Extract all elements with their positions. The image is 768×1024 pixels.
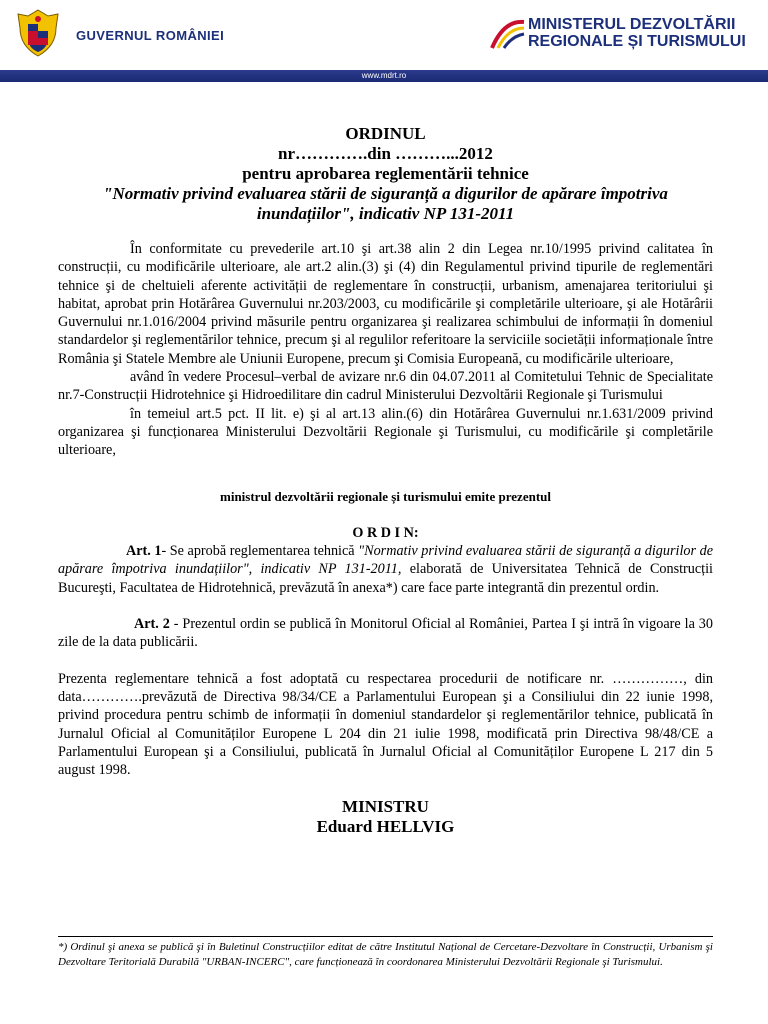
regulation-title: "Normativ privind evaluarea stării de siguranță a digurilor de apărare împotriva inundațiilor", indicativ NP 131-2011 [103,184,668,223]
article-1 [58,542,713,597]
document-body [58,124,713,837]
signature-role: MINISTRU [342,797,429,817]
footnote-divider [58,936,713,937]
article-2-text: - Prezentul ordin se publică în Monitorul Oficial al României, Partea I şi intră în vigoare la 30 zile de la data publicării. [58,616,713,651]
preamble-paragraph-1: În conformitate cu prevederile art.10 şi art.38 alin 2 din Legea nr.10/1995 privind calitatea în construcții, cu modificările ulterioare, ale art.2 alin.(3) şi (4) din Regulamentul privind tipurile de reglementări tehnice şi de cheltuieli aferente activității de reglementare în construcții, urbanism, amenajarea teritoriului şi habitat, aprobat prin Hotărârea Guvernului nr.203/2003, cu modificările şi completările ulterioare, şi ale Hotărârii Guvernului nr.1.016/2004 privind măsurile pentru organizarea şi realizarea schimbului de informații în domeniul standardelor şi reglementărilor tehnice, precum şi al regulilor referitoare la serviciile societății informaționale între România şi Statele Membre ale Uniunii Europene, precum şi Comisia Europeană, cu modificările ulterioare, [58,241,713,367]
article-1-text-end: elaborată de Universitatea Tehnică de Construcții Bucureşti, Facultatea de Hidrotehnică, prevăzută în anexa*) care face parte integrantă din prezentul ordin. [58,561,713,596]
page-header [0,0,768,70]
preamble-paragraph-3: în temeiul art.5 pct. II lit. e) şi al art.13 alin.(6) din Hotărârea Guvernului nr.1.631/2009 privind organizarea şi funcționarea Ministerului Dezvoltării Regionale şi Turismului, cu modificările şi completările ulterioare, [58,405,713,459]
preamble-paragraph-2: având în vedere Procesul–verbal de avizare nr.6 din 04.07.2011 al Comitetului Tehnic de Specialitate nr.7-Construcții Hidrotehnice şi Hidroedilitare din cadrul Ministerului Dezvoltării Regionale şi Turismului [58,369,713,404]
article-1-label: Art. 1 [126,543,162,560]
ministry-logo-icon [488,14,528,54]
signature-name: Eduard HELLVIG [316,817,455,837]
article-1-text: - Se aprobă reglementarea tehnică [161,543,359,560]
minister-emits: ministrul dezvoltării regionale și turismului emite prezentul [220,488,551,504]
notification-paragraph: Prezenta reglementare tehnică a fost adoptată cu respectarea procedurii de notificare nr. ……………, din data………….prevăzută de Directiva 98/34/CE a Parlamentului European şi a Consiliului din 22 iunie 1998, privind procedura pentru schimb de informații în domeniul standardelor şi reglementărilor tehnice, publicată în Jurnalul Oficial al Comunităților Europene L 204 din 21 iulie 1998, modificată prin Directiva 98/48/CE a Parlamentului European şi a Consiliului, publicată în Jurnalul Oficial al Comunităților Europene L 217 din 5 august 1998. [58,670,713,779]
ministry-name [528,16,746,50]
footnote: *) Ordinul şi anexa se publică şi în Buletinul Construcțiilor editat de către Institutul Național de Cercetare-Dezvoltare în Construcții, Urbanism şi Dezvoltare Teritorială Durabilă "URBAN-INCERC", care funcționează în coordonarea Ministerului Dezvoltării Regionale şi Turismului. [58,941,713,968]
order-title: ORDINUL [345,124,426,143]
ordin-heading: O R D I N: [352,524,419,541]
website-url: www.mdrt.ro [361,71,407,80]
coat-of-arms-icon [14,8,62,58]
order-number: nr………….din ………...2012 [278,144,493,163]
government-name: GUVERNUL ROMÂNIEI [76,28,225,43]
article-2 [58,615,713,652]
order-subject: pentru aprobarea reglementării tehnice [242,164,529,183]
article-1-quote: "Normativ privind evaluarea stării de siguranță a digurilor de apărare împotriva inundațiilor", indicativ NP 131-2011, [58,543,713,578]
ministry-name-line1: MINISTERUL DEZVOLTĂRII [528,16,736,33]
article-2-label: Art. 2 [134,616,170,633]
ministry-name-line2: REGIONALE ȘI TURISMULUI [528,33,746,50]
